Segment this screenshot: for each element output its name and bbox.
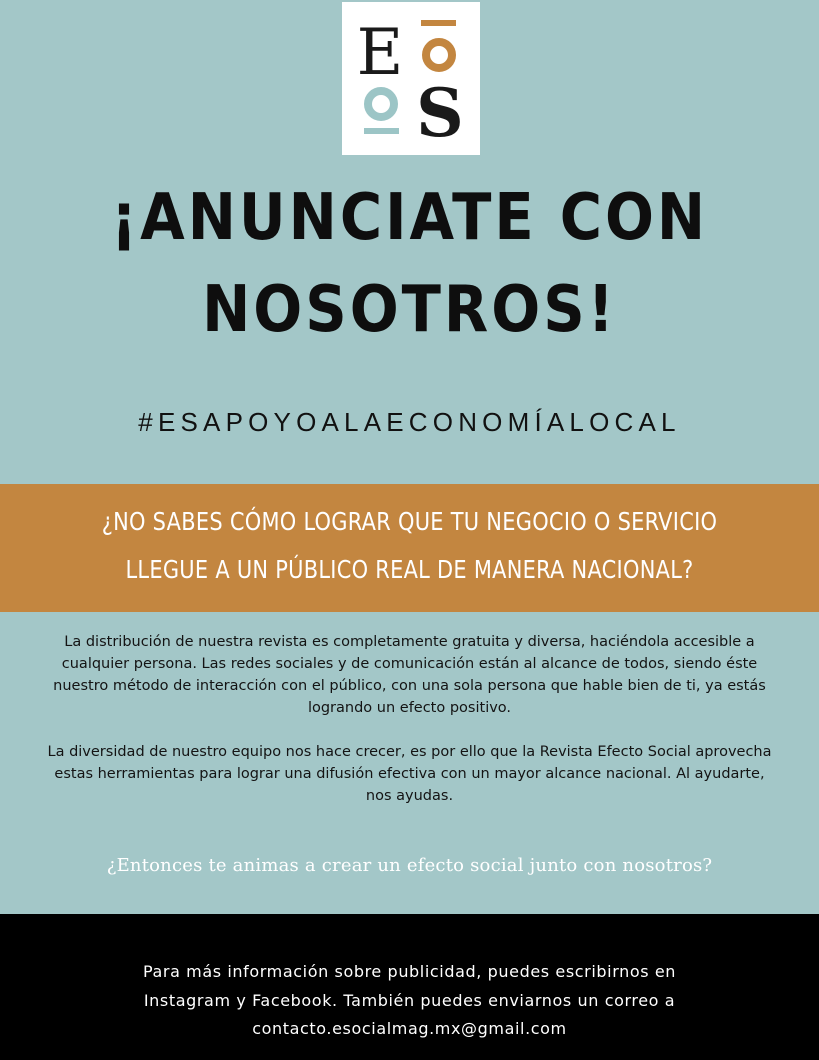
logo-mark-icon xyxy=(342,2,480,155)
band-line-2: LLEGUE A UN PÚBLICO REAL DE MANERA NACIONAL? xyxy=(125,555,694,584)
body-copy xyxy=(40,631,779,829)
logo-bar-gold xyxy=(421,20,456,26)
footer-line-2: Instagram y Facebook. También puedes enviarnos un correo a xyxy=(143,990,676,1010)
footer-contact xyxy=(60,958,759,1044)
body-paragraph-1: La distribución de nuestra revista es completamente gratuita y diversa, haciéndola accesible a cualquier persona. Las redes sociales y de comunicación están al alcance de todos, siendo éste nuestro método de interacción con el público, con una sola persona que hable bien de ti, ya estás logrando un efecto positivo. xyxy=(53,634,766,716)
footer-line-1: Para más información sobre publicidad, puedes escribirnos en xyxy=(142,962,677,981)
hashtag-text: #ESAPOYOALAECONOMÍALOCAL xyxy=(138,407,681,437)
brand-logo xyxy=(342,2,480,155)
band-question xyxy=(29,498,791,594)
title-line-2: NOSOTROS! xyxy=(202,273,617,347)
logo-letter-o-teal xyxy=(368,91,394,117)
page-title xyxy=(0,172,819,356)
title-line-1: ¡ANUNCIATE CON xyxy=(110,181,709,255)
logo-letter-e: E xyxy=(356,16,404,90)
logo-bar-teal xyxy=(364,128,399,134)
contact-email[interactable]: contacto.esocialmag.mx@gmail.com xyxy=(252,1019,567,1038)
band-line-1: ¿NO SABES CÓMO LOGRAR QUE TU NEGOCIO O SERVICIO xyxy=(101,507,718,536)
logo-letter-o-gold xyxy=(426,42,452,68)
logo-letter-s: S xyxy=(416,74,464,152)
body-paragraph-2: La diversidad de nuestro equipo nos hace crecer, es por ello que la Revista Efecto Social aprovecha estas herramientas para lograr una difusión efectiva con un mayor alcance nacional. Al ayudarte, nos ayudas. xyxy=(47,744,772,804)
closing-question: ¿Entonces te animas a crear un efecto social junto con nosotros? xyxy=(106,855,713,876)
